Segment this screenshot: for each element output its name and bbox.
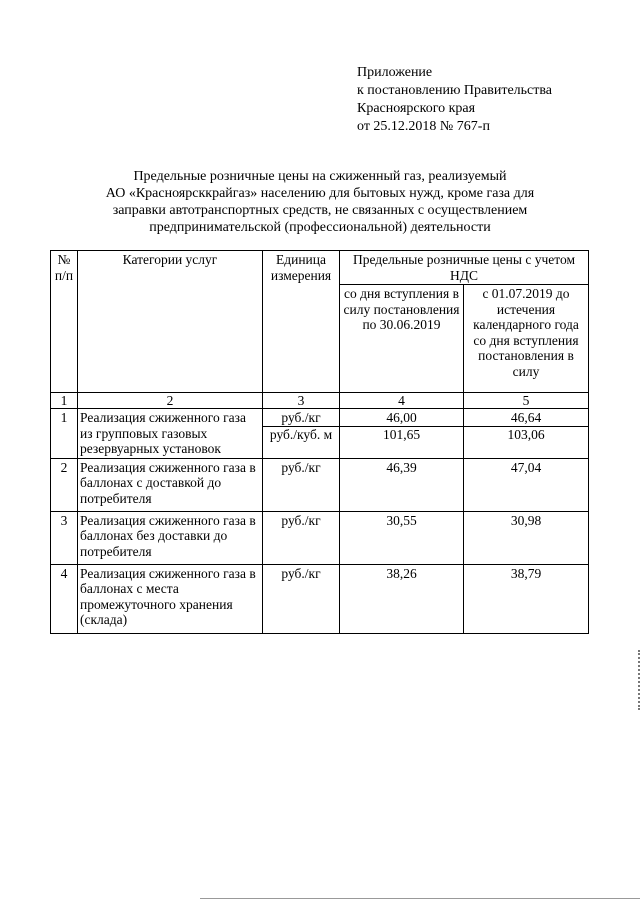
row-price-2-b: 103,06 (507, 426, 545, 442)
row-price-2: 47,04 (464, 458, 589, 511)
row-price-2: 30,98 (464, 511, 589, 564)
column-number: 5 (464, 393, 589, 409)
row-num: 4 (51, 564, 78, 633)
row-price-2-a: 46,64 (464, 410, 588, 427)
row-price-1-b: 101,65 (382, 426, 421, 442)
appendix-line: от 25.12.2018 № 767-п (357, 119, 490, 134)
appendix-line: Приложение (357, 65, 433, 80)
title-line: Предельные розничные цены на сжиженный газ, реализуемый (133, 169, 507, 184)
title-line: заправки автотранспортных средств, не связанных с осуществлением (112, 203, 528, 218)
row-price-1: 46,39 (340, 458, 464, 511)
column-number: 4 (340, 393, 464, 409)
document-title (40, 168, 600, 236)
row-price-1: 30,55 (340, 511, 464, 564)
row-num: 2 (51, 458, 78, 511)
header-period-2: с 01.07.2019 до истечения календарного года со дня вступления постановления в силу (464, 285, 589, 393)
row-num: 1 (51, 409, 78, 459)
row-price-1-a: 46,00 (340, 410, 463, 427)
scan-bottom-line (200, 898, 640, 899)
row-price-1 (340, 409, 464, 459)
table-row (51, 511, 589, 564)
table-row (51, 458, 589, 511)
header-category: Категории услуг (78, 251, 263, 393)
scan-edge-mark (636, 650, 640, 710)
table-row (51, 564, 589, 633)
column-number: 1 (51, 393, 78, 409)
row-num: 3 (51, 511, 78, 564)
row-category: Реализация сжиженного газа из групповых газовых резервуарных установок (78, 409, 263, 459)
prices-table (50, 250, 589, 634)
row-price-2 (464, 409, 589, 459)
row-unit: руб./кг (263, 564, 340, 633)
column-number: 3 (263, 393, 340, 409)
row-category: Реализация сжиженного газа в баллонах без доставки до потребителя (78, 511, 263, 564)
row-unit (263, 409, 340, 459)
appendix-line: к постановлению Правительства (357, 83, 553, 98)
row-category: Реализация сжиженного газа в баллонах с доставкой до потребителя (78, 458, 263, 511)
appendix-block (357, 64, 552, 136)
row-price-2: 38,79 (464, 564, 589, 633)
header-prices: Предельные розничные цены с учетом НДС (340, 251, 589, 285)
appendix-line: Красноярского края (357, 101, 476, 116)
row-unit: руб./кг (263, 511, 340, 564)
table-row (51, 409, 589, 459)
row-unit-a: руб./кг (263, 410, 339, 427)
title-line: предпринимательской (профессиональной) деятельности (149, 220, 491, 235)
header-num: № п/п (51, 251, 78, 393)
title-line: АО «Красноярсккрайгаз» населению для бытовых нужд, кроме газа для (105, 186, 535, 201)
column-number: 2 (78, 393, 263, 409)
header-unit: Единица измерения (263, 251, 340, 393)
row-unit: руб./кг (263, 458, 340, 511)
row-category: Реализация сжиженного газа в баллонах с места промежуточного хранения (склада) (78, 564, 263, 633)
row-unit-b: руб./куб. м (269, 426, 333, 442)
header-period-1: со дня вступления в силу постановления по 30.06.2019 (340, 285, 464, 393)
column-numbers-row (51, 393, 589, 409)
row-price-1: 38,26 (340, 564, 464, 633)
